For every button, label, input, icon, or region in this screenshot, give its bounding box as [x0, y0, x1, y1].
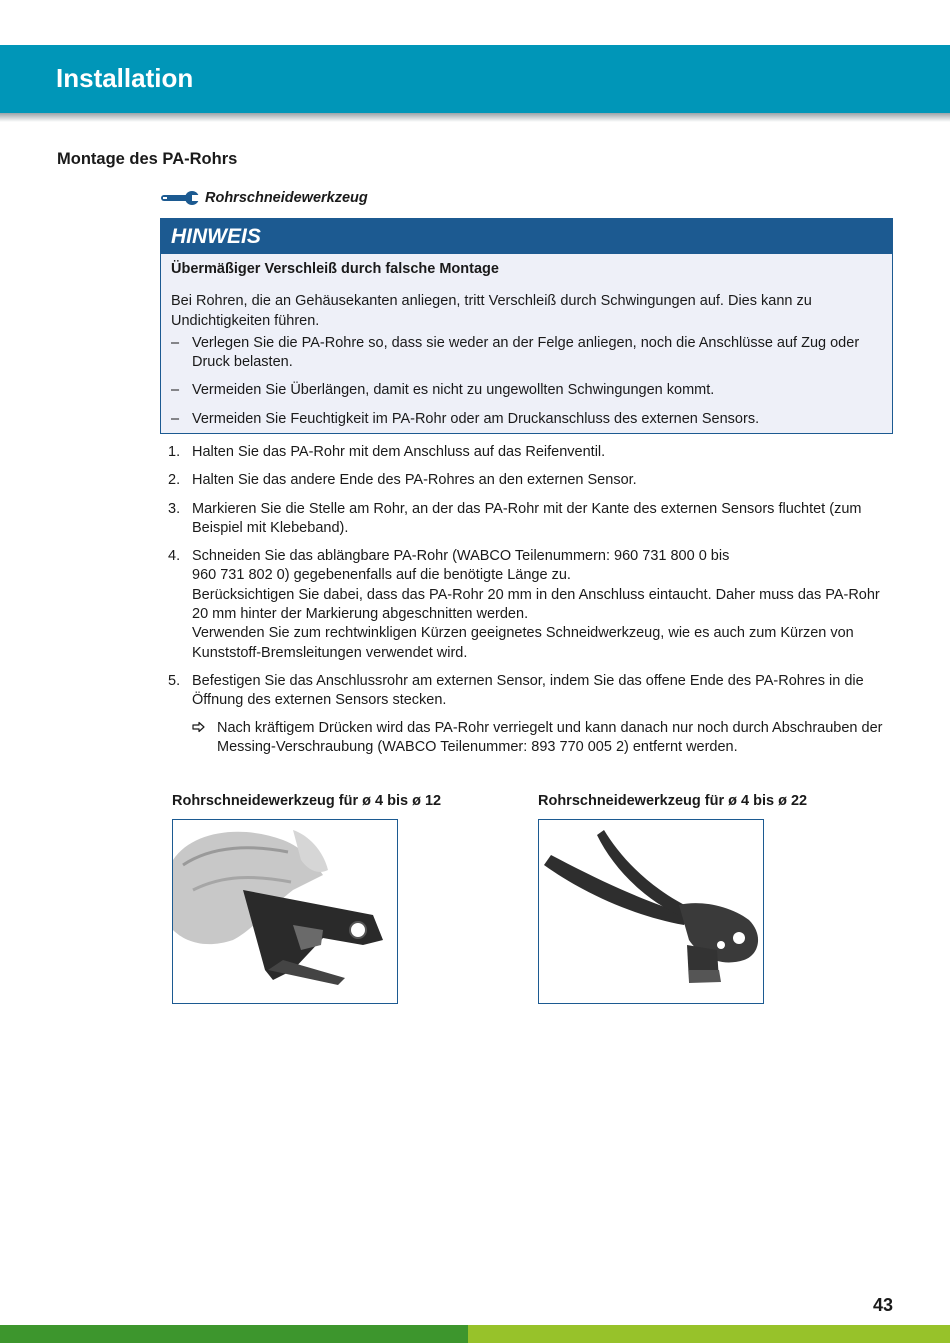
notice-heading: HINWEIS	[161, 219, 892, 254]
step-item	[168, 500, 894, 539]
tool-requirement	[160, 188, 368, 208]
notice-subheading: Übermäßiger Verschleiß durch falsche Montage	[171, 261, 499, 277]
small-cutter-photo	[173, 820, 397, 1003]
chapter-title: Installation	[56, 63, 194, 93]
notice-item-text: Vermeiden Sie Überlängen, damit es nicht zu ungewollten Schwingungen kommt.	[192, 382, 715, 399]
step-item	[168, 547, 894, 663]
notice-item-bullet: –	[171, 334, 180, 351]
notice-item-bullet: –	[171, 382, 180, 399]
step-number: 3.	[168, 500, 181, 517]
wrench-icon	[160, 189, 200, 207]
step-number: 2.	[168, 472, 181, 489]
step-text: Berücksichtigen Sie dabei, dass das PA-Rohr 20 mm in den Anschluss eintaucht. Daher muss das PA-Rohr 20 mm hinter der Markierung abgeschnitten werden.	[192, 586, 880, 623]
notice-item-text: Verlegen Sie die PA-Rohre so, dass sie weder an der Felge anliegen, noch die Anschlüsse auf Zug oder Druck belasten.	[192, 334, 860, 371]
figure-caption-small-cutter: Rohrschneidewerkzeug für ø 4 bis ø 12	[172, 793, 442, 809]
result-text: Nach kräftigem Drücken wird das PA-Rohr verriegelt und kann danach nur noch durch Abschrauben der Messing-Verschraubung (WABCO Teilenummer: 893 770 005 2) entfernt werden.	[217, 719, 883, 755]
section-title: Montage des PA-Rohrs	[57, 150, 238, 168]
instruction-steps	[168, 443, 894, 757]
step-number: 1.	[168, 444, 181, 460]
notice-item-bullet: –	[171, 410, 180, 427]
large-cutter-photo	[539, 820, 763, 1003]
step-text: Halten Sie das PA-Rohr mit dem Anschluss auf das Reifenventil.	[192, 444, 606, 460]
notice-item-text: Vermeiden Sie Feuchtigkeit im PA-Rohr oder am Druckanschluss des externen Sensors.	[192, 410, 760, 427]
step-item	[168, 471, 894, 490]
figure-caption-large-cutter: Rohrschneidewerkzeug für ø 4 bis ø 22	[538, 793, 808, 809]
step-text: Halten Sie das andere Ende des PA-Rohres an den externen Sensor.	[192, 472, 637, 489]
notice-item	[171, 334, 882, 373]
step-text: Befestigen Sie das Anschlussrohr am externen Sensor, indem Sie das offene Ende des PA-Rohres in die Öffnung des externen Sensors stecken.	[192, 672, 864, 709]
result-arrow-icon	[192, 719, 217, 758]
footer-bar-left	[0, 1325, 468, 1343]
tool-label: Rohrschneidewerkzeug	[205, 190, 368, 206]
notice-item	[171, 381, 882, 400]
step-number: 5.	[168, 672, 181, 689]
step-result	[192, 719, 894, 758]
notice-item	[171, 410, 882, 429]
page-number: 43	[872, 1295, 893, 1315]
footer-bar-right	[468, 1325, 950, 1343]
header-shadow	[0, 113, 950, 122]
figure-large-cutter	[538, 819, 764, 1004]
figure-small-cutter	[172, 819, 398, 1004]
step-item	[168, 443, 894, 462]
notice-text: Bei Rohren, die an Gehäusekanten anliegen, tritt Verschleiß durch Schwingungen auf. Dies kann zu Undichtigkeiten führen.	[171, 293, 812, 329]
step-number: 4.	[168, 548, 181, 565]
step-item	[168, 672, 894, 711]
step-text: 960 731 802 0) gegebenenfalls auf die benötigte Länge zu.	[192, 567, 571, 584]
notice-box	[160, 218, 893, 434]
step-text: Markieren Sie die Stelle am Rohr, an der das PA-Rohr mit der Kante des externen Sensors fluchtet (zum Beispiel mit Klebeband).	[192, 500, 862, 536]
step-text: Schneiden Sie das ablängbare PA-Rohr (WABCO Teilenummern: 960 731 800 0 bis	[192, 548, 730, 565]
step-text: Verwenden Sie zum rechtwinkligen Kürzen geeignetes Schneidwerkzeug, wie es auch zum Kürzen von Kunststoff-Bremsleitungen verwendet wird.	[192, 625, 854, 661]
